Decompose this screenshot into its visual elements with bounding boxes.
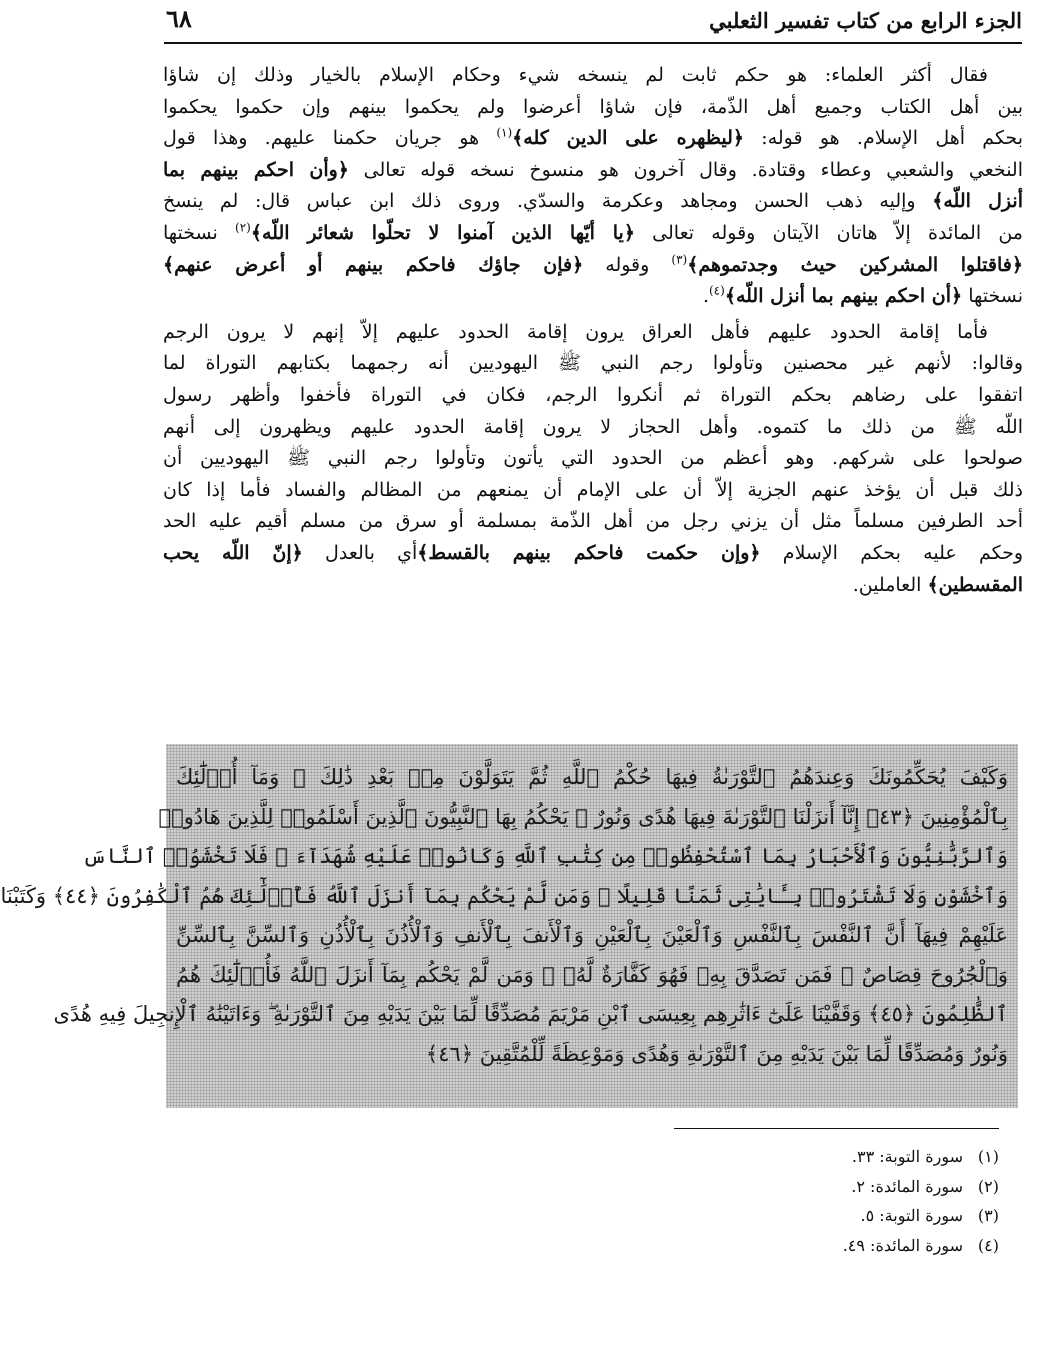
footnote-separator [674, 1128, 999, 1129]
text-run: نسختها [962, 285, 1023, 308]
quran-verses-box [0, 744, 1018, 1108]
text-line [163, 123, 1023, 155]
text-run: اللّه ﷺ من ذلك ما كتموه. وأهل الحجاز لا يرون إقامة الحدود عليهم ويظهرون إلى أنهم [163, 415, 1023, 438]
quran-verse-line: عَلَيْهِمْ فِيهَآ أَنَّ ٱلنَّفْسَ بِٱلنَّفْسِ وَٱلْعَيْنَ بِٱلْعَيْنِ وَٱلْأَنفَ بِٱلْأَنفِ وَٱلْأُذُنَ بِٱلْأُذُنِ وَٱلسِّنَّ بِٱلسِّنِّ [176, 923, 1008, 947]
text-run: النخعي والشعبي وعطاء وقتادة. وقال آخرون هو منسوخ نسخه قوله تعالى [348, 158, 1023, 181]
paragraph [163, 317, 1023, 601]
text-run: وإليه ذهب الحسن ومجاهد وعكرمة والسدّي. وروى ذلك ابن عباس قال: لم ينسخ [163, 190, 933, 213]
page-header [164, 2, 1022, 40]
text-line [163, 475, 1023, 507]
footnote-number: (٤) [977, 1235, 999, 1255]
text-run: فقال أكثر العلماء: هو حكم ثابت لم ينسخه شيء وحكام الإسلام بالخيار وذلك إن شاؤا [163, 64, 988, 86]
running-title: الجزء الرابع من كتاب تفسير الثعلبي [709, 8, 1022, 33]
text-line [163, 348, 1023, 380]
footnote-text: سورة المائدة: ٢. [851, 1176, 963, 1196]
footnote-text: سورة التوبة: ٣٣. [851, 1147, 963, 1166]
text-run: . [702, 285, 709, 308]
footnote-text: سورة التوبة: ٥. [860, 1206, 963, 1225]
footnote [843, 1231, 999, 1261]
text-run: بين أهل الكتاب وجميع أهل الذّمة، فإن شاؤا أعرضوا ولم يحكموا بينهم وإن حكموا يحكموا [163, 95, 1023, 118]
text-line [163, 281, 1023, 313]
text-run: العاملين. [852, 573, 928, 596]
quoted-verse: ﴿ليظهره على الدين كله﴾ [512, 127, 745, 150]
text-run: ذلك قبل أن يؤخذ عنهم الجزية إلاّ أن على الإمام أن يمنعهم من المظالم والفساد فأما إذا كان [163, 478, 1023, 501]
text-run: هو جريان حكمنا عليهم. وهذا قول [163, 127, 497, 150]
quoted-verse: ﴿أن احكم بينهم بما أنزل اللّه﴾ [724, 285, 963, 308]
quoted-verse: ﴿فاقتلوا المشركين حيث وجدتموهم﴾ [687, 253, 1023, 276]
quoted-verse: ﴿وأن احكم بينهم بما [163, 158, 349, 181]
text-line [163, 506, 1023, 538]
text-line [163, 570, 1023, 602]
text-run: من المائدة إلاّ هاتان الآيتان وقوله تعالى [634, 221, 1023, 244]
header-rule [164, 42, 1022, 44]
text-run: وقالوا: لأنهم غير محصنين وتأولوا رجم النبي ﷺ اليهوديين أنه رجمهما بكتابهم التوراة لما [163, 352, 1023, 375]
text-run: أي بالعدل [302, 541, 418, 564]
text-run: اتفقوا على رضاهم بحكم التوراة ثم أنكروا الرجم، فكان في التوراة فأخفوا وأظهر رسول [163, 383, 1023, 406]
text-run: وقوله [583, 253, 672, 276]
quran-verse-line: وَكَيْفَ يُحَكِّمُونَكَ وَعِندَهُمُ ٱلتَّوْرَىٰةُ فِيهَا حُكْمُ ٱللَّهِ ثُمَّ يَتَوَلَّوْنَ مِنۢ بَعْدِ ذَٰلِكَ ۚ وَمَآ أُو۟لَٰٓئِكَ [176, 765, 1008, 789]
text-line [163, 92, 1023, 124]
quoted-verse: أنزل اللّه﴾ [932, 190, 1023, 213]
footnote-ref: (٢) [235, 220, 251, 235]
quoted-verse: ﴿إنّ اللّه يحب [163, 541, 303, 564]
footnote [843, 1172, 999, 1202]
text-line [163, 218, 1023, 250]
text-run: بحكم أهل الإسلام. هو قوله: [744, 127, 1023, 150]
quoted-verse: ﴿فإن جاؤك فاحكم بينهم أو أعرض عنهم﴾ [163, 253, 584, 276]
quran-verse-line: وَنُورٌ وَمُصَدِّقًا لِّمَا بَيْنَ يَدَيْهِ مِنَ ٱلتَّوْرَىٰةِ وَهُدًى وَمَوْعِظَةً لِّلْمُتَّقِينَ ﴿٤٦﴾ [425, 1041, 1008, 1066]
text-line [163, 186, 1023, 218]
text-line [163, 317, 1023, 349]
footnote-ref: (٤) [708, 283, 725, 298]
text-line [163, 538, 1023, 570]
footnotes [843, 1142, 999, 1260]
quran-verse-line: ٱلظَّٰلِمُونَ ﴿٤٥﴾ وَقَفَّيْنَا عَلَىٰٓ ءَاثَٰرِهِم بِعِيسَى ٱبْنِ مَرْيَمَ مُصَدِّقًا لِّمَا بَيْنَ يَدَيْهِ مِنَ ٱلتَّوْرَىٰةِ ۖ وَءَاتَيْنَٰهُ ٱلْإِنجِيلَ فِيهِ هُدًى [53, 1002, 1008, 1026]
quran-verse-line: وَٱخْشَوْنِ وَلَا تَشْتَرُوا۟ بِـَٔايَٰتِى ثَمَنًا قَلِيلًا ۚ وَمَن لَّمْ يَحْكُم بِمَآ أَنزَلَ ٱللَّهُ فَأُو۟لَٰٓئِكَ هُمُ ٱلْكَٰفِرُونَ ﴿٤٤﴾ وَكَتَبْنَا [0, 883, 1008, 908]
text-run: أحد الطرفين مسلماً مثل أن يزني رجل من أهل الذّمة بمسلمة أو سرق من مسلم أقيم عليه الحد [163, 510, 1023, 533]
page-number: ٦٨ [166, 4, 192, 33]
footnote-number: (١) [977, 1147, 999, 1166]
text-run: صولحوا على شركهم. وهو أعظم من الحدود التي يأتون وتأولوا رجم النبي ﷺ اليهوديين أن [163, 447, 1023, 470]
quran-verse-line: وَٱلْجُرُوحَ قِصَاصٌ ۚ فَمَن تَصَدَّقَ بِهِۦ فَهُوَ كَفَّارَةٌ لَّهُۥ ۚ وَمَن لَّمْ يَحْكُم بِمَآ أَنزَلَ ٱللَّهُ فَأُو۟لَٰٓئِكَ هُمُ [176, 962, 1008, 987]
text-line [163, 250, 1023, 282]
footnote [843, 1201, 999, 1231]
text-run: فأما إقامة الحدود عليهم فأهل العراق يرون إقامة الحدود عليهم إلاّ إنهم لا يرون الرجم [163, 320, 988, 343]
quran-verse-line: وَٱلرَّبَّٰنِيُّونَ وَٱلْأَحْبَارُ بِمَا ٱسْتُحْفِظُوا۟ مِن كِتَٰبِ ٱللَّهِ وَكَانُوا۟ عَلَيْهِ شُهَدَآءَ ۚ فَلَا تَخْشَوُا۟ ٱلنَّاسَ [82, 844, 1008, 868]
paragraph [163, 60, 1023, 313]
footnote-number: (٢) [977, 1176, 999, 1196]
footnote [843, 1142, 999, 1172]
text-run: وحكم عليه بحكم الإسلام [760, 541, 1024, 564]
footnote-ref: (٣) [671, 252, 688, 267]
text-line [163, 380, 1023, 412]
footnote-ref: (١) [496, 125, 513, 140]
quoted-verse: ﴿وإن حكمت فاحكم بينهم بالقسط﴾ [417, 541, 761, 564]
text-line [163, 412, 1023, 444]
main-text [163, 60, 1023, 601]
quoted-verse: المقسطين﴾ [927, 573, 1023, 596]
footnote-number: (٣) [977, 1206, 999, 1225]
quran-verse-line: بِٱلْمُؤْمِنِينَ ﴿٤٣﴾ إِنَّآ أَنزَلْنَا ٱلتَّوْرَىٰةَ فِيهَا هُدًى وَنُورٌ ۚ يَحْكُمُ بِهَا ٱلنَّبِيُّونَ ٱلَّذِينَ أَسْلَمُوا۟ لِلَّذِينَ هَادُوا۟ [158, 804, 1008, 829]
quoted-verse: ﴿يا أيّها الذين آمنوا لا تحلّوا شعائر اللّه﴾ [250, 221, 635, 244]
text-line [163, 155, 1023, 187]
text-run: نسختها [163, 221, 236, 244]
footnote-text: سورة المائدة: ٤٩. [842, 1235, 963, 1255]
text-line [163, 443, 1023, 475]
text-line [163, 60, 1023, 92]
